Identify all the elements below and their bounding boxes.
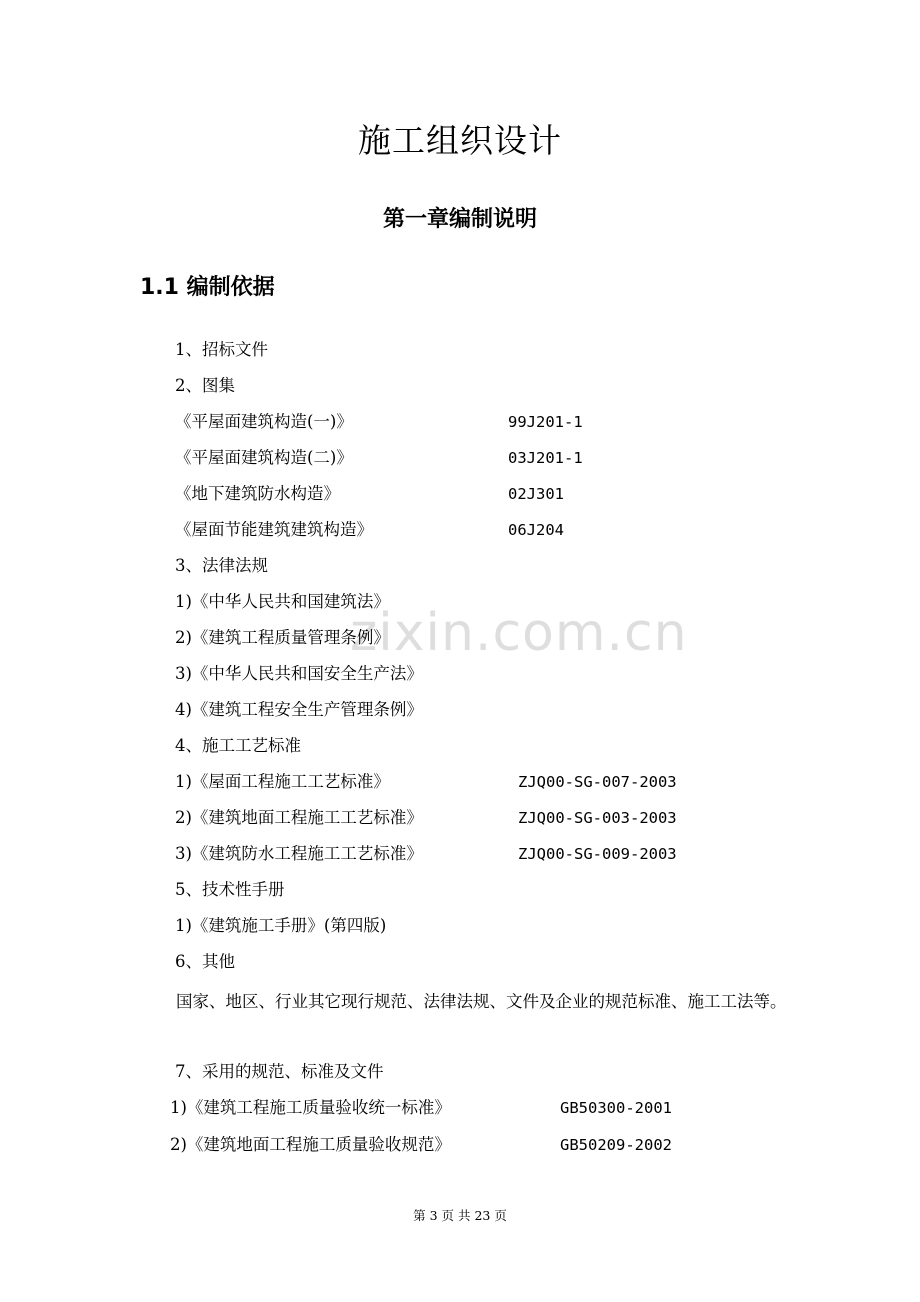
spec-code: GB50300-2001 — [560, 1099, 672, 1117]
atlas-name: 《地下建筑防水构造》 — [175, 484, 340, 503]
document-title: 施工组织设计 — [358, 121, 562, 160]
standard-code: ZJQ00-SG-007-2003 — [518, 773, 677, 791]
standard-code: ZJQ00-SG-003-2003 — [518, 809, 677, 827]
item-4-heading: 4、施工工艺标准 — [175, 736, 301, 755]
spec-code: GB50209-2002 — [560, 1136, 672, 1154]
atlas-name: 《平屋面建筑构造(二)》 — [175, 448, 353, 467]
atlas-code: 06J204 — [508, 521, 564, 539]
manual-item: 1)《建筑施工手册》(第四版) — [175, 916, 387, 935]
standard-name: 1)《屋面工程施工工艺标准》 — [175, 772, 390, 791]
law-item: 2)《建筑工程质量管理条例》 — [175, 628, 390, 647]
watermark: zixin.com.cn — [350, 603, 688, 663]
item-1-heading: 1、招标文件 — [175, 340, 268, 359]
atlas-name: 《屋面节能建筑建筑构造》 — [175, 520, 373, 539]
law-item: 3)《中华人民共和国安全生产法》 — [175, 664, 423, 683]
item-3-heading: 3、法律法规 — [175, 556, 268, 575]
atlas-code: 99J201-1 — [508, 413, 583, 431]
chapter-heading: 第一章编制说明 — [382, 207, 537, 232]
atlas-code: 02J301 — [508, 485, 564, 503]
section-heading: 1.1 编制依据 — [140, 275, 275, 300]
item-2-heading: 2、图集 — [175, 376, 235, 395]
page-footer: 第 3 页 共 23 页 — [413, 1208, 507, 1223]
other-paragraph: 国家、地区、行业其它现行规范、法律法规、文件及企业的规范标准、施工工法等。 — [176, 992, 787, 1011]
spec-name: 2)《建筑地面工程施工质量验收规范》 — [170, 1135, 451, 1154]
standard-name: 3)《建筑防水工程施工工艺标准》 — [175, 844, 423, 863]
law-item: 1)《中华人民共和国建筑法》 — [175, 592, 390, 611]
atlas-code: 03J201-1 — [508, 449, 583, 467]
spec-name: 1)《建筑工程施工质量验收统一标准》 — [170, 1098, 451, 1117]
item-5-heading: 5、技术性手册 — [175, 880, 285, 899]
item-6-heading: 6、其他 — [175, 952, 235, 971]
standard-name: 2)《建筑地面工程施工工艺标准》 — [175, 808, 423, 827]
item-7-heading: 7、采用的规范、标准及文件 — [175, 1062, 384, 1081]
atlas-name: 《平屋面建筑构造(一)》 — [175, 412, 353, 431]
law-item: 4)《建筑工程安全生产管理条例》 — [175, 700, 423, 719]
standard-code: ZJQ00-SG-009-2003 — [518, 845, 677, 863]
